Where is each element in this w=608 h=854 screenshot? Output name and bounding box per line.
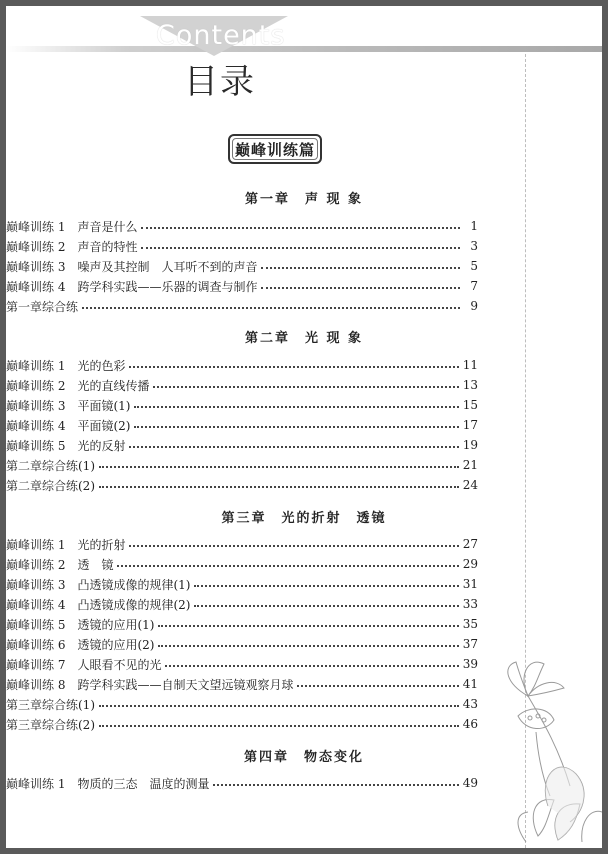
chapter-heading: 第四章 物态变化 <box>243 750 364 765</box>
entry-page: 13 <box>462 378 478 392</box>
toc-entry[interactable] <box>6 258 478 274</box>
toc-entry[interactable] <box>6 616 478 632</box>
entry-page: 35 <box>462 617 478 631</box>
entry-title: 透镜的应用(1) <box>77 617 155 632</box>
entry-label: 巅峰训练 4 <box>6 279 66 294</box>
entry-page: 19 <box>462 438 478 452</box>
leader-dots <box>213 784 458 786</box>
chapter-heading: 第一章 声 现 象 <box>244 192 364 207</box>
leader-dots <box>99 725 459 727</box>
entry-page: 39 <box>462 657 478 671</box>
entry-page: 49 <box>462 776 478 790</box>
toc-entry[interactable] <box>6 218 478 234</box>
entry-title: 光的反射 <box>77 438 126 453</box>
toc-entry[interactable] <box>6 696 478 712</box>
entry-title: 透镜的应用(2) <box>77 637 155 652</box>
entry-label: 巅峰训练 1 <box>6 776 66 791</box>
entry-page: 1 <box>470 219 478 233</box>
entry-label: 巅峰训练 6 <box>6 637 66 652</box>
section-title: 巅峰训练篇 <box>234 140 315 159</box>
toc-entry[interactable] <box>6 298 478 314</box>
contents-heading: Contents <box>156 20 286 51</box>
entry-title: 跨学科实践——自制天文望远镜观察月球 <box>77 677 294 692</box>
entry-label: 第三章综合练(1) <box>6 697 95 712</box>
toc-entry[interactable] <box>6 457 478 473</box>
entry-title: 凸透镜成像的规律(1) <box>77 577 191 592</box>
entry-title: 平面镜(1) <box>77 398 131 413</box>
entry-label: 巅峰训练 1 <box>6 537 66 552</box>
entry-page: 46 <box>462 717 478 731</box>
entry-page: 15 <box>462 398 478 412</box>
toc-entry[interactable] <box>6 636 478 652</box>
entry-label: 巅峰训练 8 <box>6 677 66 692</box>
entry-page: 31 <box>462 577 478 591</box>
toc-entry[interactable] <box>6 716 478 732</box>
entry-label: 巅峰训练 4 <box>6 597 66 612</box>
entry-label: 巅峰训练 5 <box>6 617 66 632</box>
section-badge <box>228 134 322 164</box>
entry-page: 33 <box>462 597 478 611</box>
entry-label: 巅峰训练 3 <box>6 398 66 413</box>
entry-title: 平面镜(2) <box>77 418 131 433</box>
chapter-heading: 第二章 光 现 象 <box>244 331 364 346</box>
leader-dots <box>82 307 460 309</box>
toc-entry[interactable] <box>6 596 478 612</box>
entry-title: 跨学科实践——乐器的调查与制作 <box>77 279 258 294</box>
entry-label: 巅峰训练 3 <box>6 259 66 274</box>
entry-title: 声音的特性 <box>77 239 138 254</box>
leader-dots <box>158 645 458 647</box>
entry-title: 凸透镜成像的规律(2) <box>77 597 191 612</box>
toc-entry[interactable] <box>6 417 478 433</box>
entry-label: 巅峰训练 2 <box>6 557 66 572</box>
entry-page: 27 <box>462 537 478 551</box>
entry-page: 29 <box>462 557 478 571</box>
toc-entry[interactable] <box>6 656 478 672</box>
entry-page: 5 <box>470 259 478 273</box>
entry-label: 巅峰训练 1 <box>6 219 66 234</box>
entry-label: 巅峰训练 3 <box>6 577 66 592</box>
entry-title: 光的折射 <box>77 537 126 552</box>
page-title: 目录 <box>184 62 256 102</box>
entry-page: 41 <box>462 677 478 691</box>
entry-page: 17 <box>462 418 478 432</box>
leader-dots <box>141 227 460 229</box>
toc-entry[interactable] <box>6 775 478 791</box>
leader-dots <box>129 366 458 368</box>
entry-title: 光的直线传播 <box>77 378 150 393</box>
toc-entry[interactable] <box>6 397 478 413</box>
header-band <box>6 46 602 52</box>
leader-dots <box>134 426 458 428</box>
entry-title: 声音是什么 <box>77 219 138 234</box>
entry-label: 巅峰训练 7 <box>6 657 66 672</box>
entry-page: 7 <box>470 279 478 293</box>
leader-dots <box>129 545 458 547</box>
toc-entry[interactable] <box>6 536 478 552</box>
entry-page: 43 <box>462 697 478 711</box>
leader-dots <box>297 685 458 687</box>
entry-title: 噪声及其控制 人耳听不到的声音 <box>77 259 258 274</box>
entry-label: 第三章综合练(2) <box>6 717 95 732</box>
toc-page <box>6 6 602 848</box>
leader-dots <box>129 446 458 448</box>
entry-page: 24 <box>462 478 478 492</box>
entry-title: 物质的三态 温度的测量 <box>77 776 210 791</box>
entry-title: 人眼看不见的光 <box>77 657 162 672</box>
entry-label: 第二章综合练(2) <box>6 478 95 493</box>
entry-page: 11 <box>462 358 478 372</box>
toc-entry[interactable] <box>6 477 478 493</box>
toc-entry[interactable] <box>6 377 478 393</box>
entry-label: 巅峰训练 1 <box>6 358 66 373</box>
entry-page: 3 <box>470 239 478 253</box>
entry-page: 37 <box>462 637 478 651</box>
toc-entry[interactable] <box>6 437 478 453</box>
leader-dots <box>194 605 458 607</box>
chapter-heading: 第三章 光的折射 透镜 <box>221 511 387 526</box>
leader-dots <box>99 466 459 468</box>
toc-entry[interactable] <box>6 278 478 294</box>
entry-label: 巅峰训练 2 <box>6 239 66 254</box>
entry-label: 巅峰训练 4 <box>6 418 66 433</box>
leader-dots <box>194 585 458 587</box>
entry-page: 9 <box>470 299 478 313</box>
leader-dots <box>165 665 458 667</box>
toc-entry[interactable] <box>6 676 478 692</box>
entry-title: 光的色彩 <box>77 358 126 373</box>
entry-label: 巅峰训练 5 <box>6 438 66 453</box>
lotus-illustration <box>498 636 602 848</box>
leader-dots <box>261 267 460 269</box>
leader-dots <box>153 386 458 388</box>
leader-dots <box>99 486 459 488</box>
toc-entry[interactable] <box>6 238 478 254</box>
toc-entry[interactable] <box>6 357 478 373</box>
leader-dots <box>99 705 459 707</box>
leader-dots <box>117 565 458 567</box>
entry-label: 第二章综合练(1) <box>6 458 95 473</box>
entry-label: 巅峰训练 2 <box>6 378 66 393</box>
leader-dots <box>158 625 458 627</box>
toc-entry[interactable] <box>6 556 478 572</box>
leader-dots <box>261 287 460 289</box>
leader-dots <box>134 406 458 408</box>
entry-label: 第一章综合练 <box>6 299 79 314</box>
entry-page: 21 <box>462 458 478 472</box>
leader-dots <box>141 247 460 249</box>
entry-title: 透 镜 <box>77 557 114 572</box>
toc-entry[interactable] <box>6 576 478 592</box>
